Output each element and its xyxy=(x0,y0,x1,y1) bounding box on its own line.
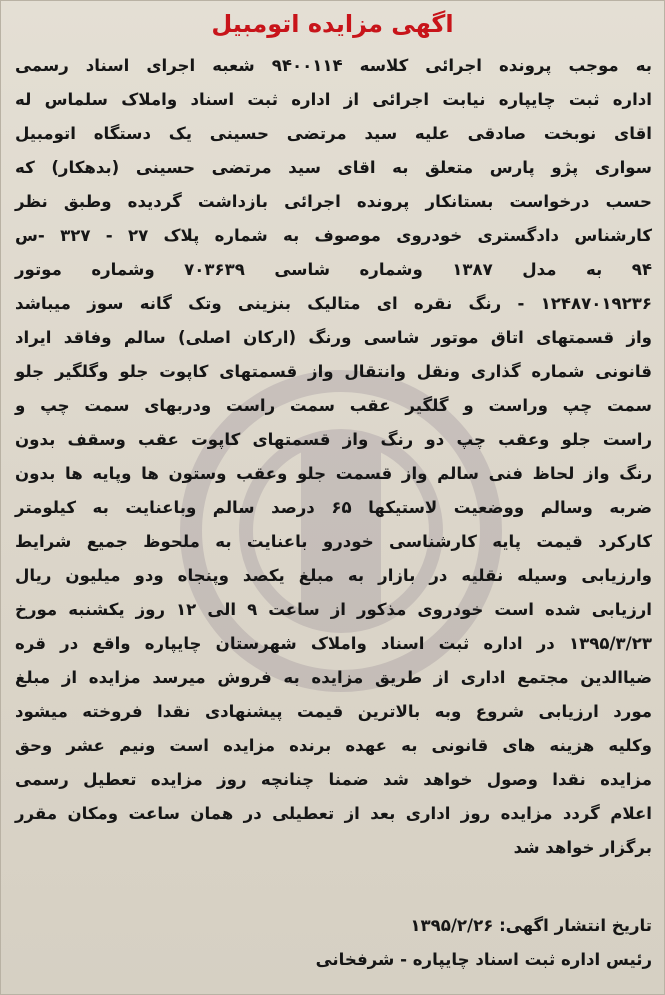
notice-line: حسب درخواست بستانکار پرونده اجرائی بازداشت گردیده وطبق نظر xyxy=(15,192,652,211)
notice-line: اداره ثبت چایپاره نیابت اجرائی از اداره ثبت اسناد واملاک سلماس له xyxy=(15,90,652,109)
notice-body xyxy=(1,49,664,865)
notice-line: ۱۲۴۸۷۰۱۹۲۳۶ - رنگ نقره ای متالیک بنزینی وتک گانه سوز میباشد xyxy=(15,294,652,313)
notice-line: سواری پژو پارس متعلق به اقای سید مرتضی حسینی (بدهکار) که xyxy=(15,158,652,177)
notice-line: وارزیابی وسیله نقلیه در بازار به مبلغ یکصد وپنجاه ودو میلیون ریال xyxy=(15,566,652,585)
publish-date: تاریخ انتشار اگهی: ۱۳۹۵/۲/۲۶ xyxy=(410,916,652,935)
notice-line: سمت چپ وراست و گلگیر عقب سمت راست ودربهای سمت چپ و xyxy=(15,396,652,415)
notice-title: اگهی مزایده اتومبیل xyxy=(211,10,454,38)
notice-footer xyxy=(1,909,664,977)
notice-line: اقای نوبخت صادقی علیه سید مرتضی حسینی یک دستگاه اتومبیل xyxy=(15,124,652,143)
notice-line: ضیاالدین مجتمع اداری از طریق مزایده به فروش میرسد مزایده از مبلغ xyxy=(15,668,652,687)
notice-line: مورد ارزیابی شروع وبه بالاترین قیمت پیشنهادی نقدا فروخته میشود xyxy=(15,702,652,721)
notice-line: کارکرد قیمت پایه کارشناسی خودرو باعنایت به ملحوظ جمیع شرایط xyxy=(15,532,652,551)
notice-line: برگزار خواهد شد xyxy=(513,838,652,857)
notice-line: اعلام گردد مزایده روز اداری بعد از تعطیلی در همان ساعت ومکان مقرر xyxy=(15,804,652,823)
signature: رئیس اداره ثبت اسناد چایپاره - شرفخانی xyxy=(315,950,652,969)
notice-line: مزایده نقدا وصول خواهد شد ضمنا چنانچه روز مزایده تعطیل رسمی xyxy=(15,770,652,789)
notice-line: ۹۴ به مدل ۱۳۸۷ وشماره شاسی ۷۰۳۶۳۹ وشماره موتور xyxy=(15,260,652,279)
notice-line: ارزیابی شده است خودروی مذکور از ساعت ۹ الی ۱۲ روز یکشنبه مورخ xyxy=(15,600,652,619)
notice-line: وکلیه هزینه های قانونی به عهده برنده مزایده است ونیم عشر وحق xyxy=(15,736,652,755)
notice-line: واز قسمتهای اتاق موتور شاسی ورنگ (ارکان اصلی) سالم وفاقد ایراد xyxy=(15,328,652,347)
notice-line: به موجب پرونده اجرائی کلاسه ۹۴۰۰۱۱۴ شعبه اجرای اسناد رسمی xyxy=(15,56,652,75)
notice-line: راست جلو وعقب چپ دو رنگ واز قسمتهای کاپوت عقب وسقف بدون xyxy=(15,430,652,449)
notice-line: ضربه وسالم ووضعیت لاستیکها ۶۵ درصد سالم وباعنایت به کیلومتر xyxy=(15,498,652,517)
notice-line: قانونی شماره گذاری ونقل وانتقال واز قسمتهای کاپوت جلو وگلگیر جلو xyxy=(15,362,652,381)
notice-line: ۱۳۹۵/۳/۲۳ در اداره ثبت اسناد واملاک شهرستان چایپاره واقع در قره xyxy=(15,634,652,653)
notice-line: کارشناس دادگستری خودروی موصوف به شماره پلاک ۲۷ - ۳۲۷ -س xyxy=(15,226,652,245)
notice-line: رنگ واز لحاظ فنی سالم واز قسمت جلو وعقب وستون ها وپایه ها بدون xyxy=(15,464,652,483)
